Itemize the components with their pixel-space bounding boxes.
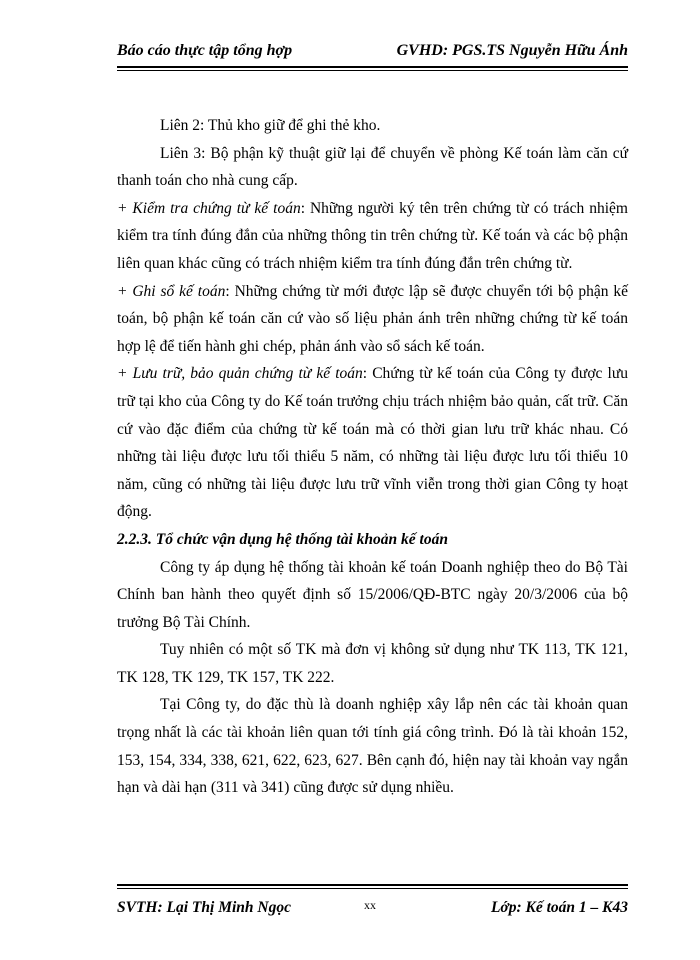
header-supervisor: GVHD: PGS.TS Nguyễn Hữu Ánh bbox=[396, 42, 628, 59]
paragraph-kiem-tra: + Kiểm tra chứng từ kế toán: Những người ký tên trên chứng từ có trách nhiệm kiểm tra tính đúng đắn của những thông tin trên chứng từ. Kế toán và các bộ phận liên quan khác cũng có trách nhiệm kiểm tra tính đúng đắn trên chứng từ. bbox=[117, 199, 628, 272]
paragraph-ghi-so: + Ghi sổ kế toán: Những chứng từ mới được lập sẽ được chuyển tới bộ phận kế toán, bộ phận kế toán căn cứ vào số liệu phản ánh trên những chứng từ kế toán hợp lệ để tiến hành ghi chép, phản ánh vào sổ sách kế toán. bbox=[117, 282, 629, 355]
page-header bbox=[117, 38, 628, 64]
page-footer bbox=[117, 896, 628, 922]
footer-class: Lớp: Kế toán 1 – K43 bbox=[490, 899, 628, 916]
label-ghi-so: + Ghi sổ kế toán bbox=[117, 282, 226, 300]
header-rule-thin bbox=[117, 70, 628, 71]
footer-page-number: xx bbox=[364, 898, 376, 912]
paragraph-luu-tru: + Lưu trữ, bảo quản chứng từ kế toán: Chứng từ kế toán của Công ty được lưu trữ tại kho của Công ty do Kế toán trưởng chịu trách nhiệm bảo quản, cất trữ. Căn cứ vào đặc điểm của chứng từ kế toán mà có thời gian lưu trữ khác nhau. Có những tài liệu được lưu tối thiểu 5 năm, có những tài liệu được lưu tối thiểu 10 năm, cũng có những tài liệu được lưu trữ vĩnh viễn trong thời gian Công ty hoạt động. bbox=[117, 365, 628, 521]
header-rule-thick bbox=[117, 66, 628, 68]
footer-rule-thick bbox=[117, 884, 628, 886]
document-body bbox=[117, 112, 628, 802]
label-kiem-tra: + Kiểm tra chứng từ kế toán bbox=[117, 199, 301, 217]
header-report-title: Báo cáo thực tập tổng hợp bbox=[117, 42, 293, 59]
footer-student-name: SVTH: Lại Thị Minh Ngọc bbox=[117, 899, 291, 916]
section-heading: 2.2.3. Tổ chức vận dụng hệ thống tài khoản kế toán bbox=[117, 530, 448, 548]
paragraph-lien-3: Liên 3: Bộ phận kỹ thuật giữ lại để chuyển về phòng Kế toán làm căn cứ thanh toán cho nhà cung cấp. bbox=[117, 144, 628, 190]
paragraph-tai-cong-ty: Tại Công ty, do đặc thù là doanh nghiệp xây lắp nên các tài khoản quan trọng nhất là các tài khoản liên quan tới tính giá công trình. Đó là tài khoản 152, 153, 154, 334, 338, 621, 622, 623, 627. Bên cạnh đó, hiện nay tài khoản vay ngắn hạn và dài hạn (311 và 341) cũng được sử dụng nhiều. bbox=[117, 696, 628, 797]
paragraph-tuy-nhien: Tuy nhiên có một số TK mà đơn vị không sử dụng như TK 113, TK 121, TK 128, TK 129, TK 157, TK 222. bbox=[117, 641, 628, 686]
paragraph-lien-2: Liên 2: Thủ kho giữ để ghi thẻ kho. bbox=[160, 117, 381, 134]
paragraph-ap-dung: Công ty áp dụng hệ thống tài khoản kế toán Doanh nghiệp theo do Bộ Tài Chính ban hành theo quyết định số 15/2006/QĐ-BTC ngày 20/3/2006 của bộ trưởng Bộ Tài Chính. bbox=[117, 558, 628, 631]
label-luu-tru: + Lưu trữ, bảo quản chứng từ kế toán bbox=[117, 365, 363, 383]
footer-rule-thin bbox=[117, 888, 628, 889]
